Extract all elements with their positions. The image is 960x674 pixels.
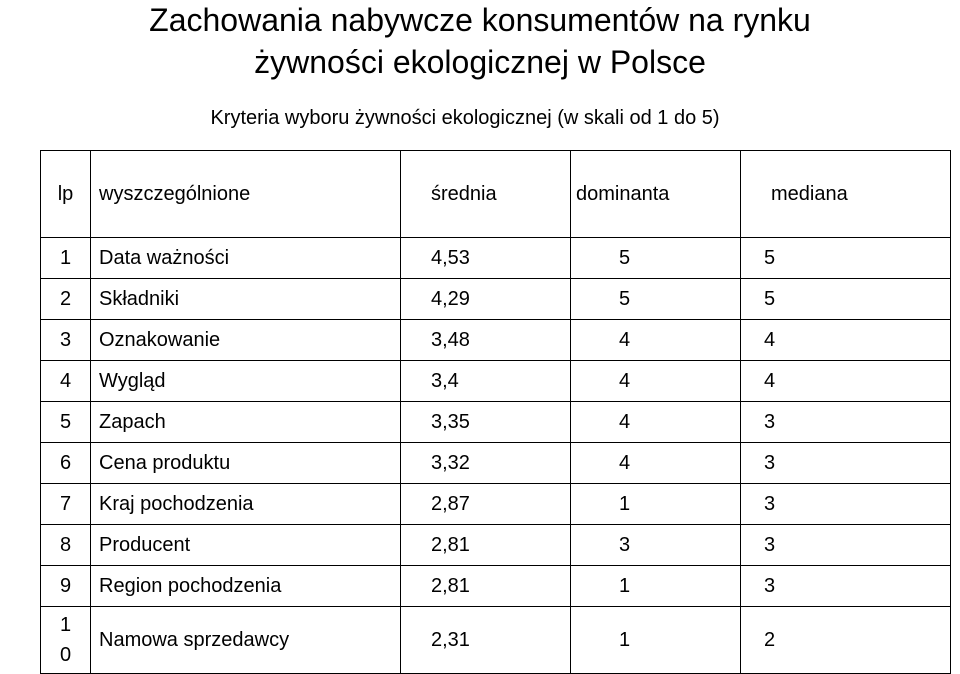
table-row [41,238,951,279]
table-row [41,443,951,484]
row-median: 3 [741,402,951,443]
row-number: 6 [41,443,91,484]
row-mode: 4 [571,361,741,402]
table-row [41,484,951,525]
row-mode: 1 [571,484,741,525]
header-name: wyszczególnione [91,151,401,238]
row-mode: 5 [571,279,741,320]
table-row [41,279,951,320]
row-average: 4,29 [401,279,571,320]
row-number: 9 [41,566,91,607]
row-median: 3 [741,525,951,566]
row-number-digit-2: 0 [59,644,72,666]
row-criterion: Wygląd [91,361,401,402]
table-header-row [41,151,951,238]
row-criterion: Data ważności [91,238,401,279]
table-row [41,607,951,674]
table-row [41,525,951,566]
row-criterion: Składniki [91,279,401,320]
row-median: 4 [741,361,951,402]
row-number: 7 [41,484,91,525]
row-median: 4 [741,320,951,361]
row-mode: 4 [571,320,741,361]
row-mode: 1 [571,566,741,607]
row-median: 3 [741,566,951,607]
row-average: 2,87 [401,484,571,525]
row-criterion: Oznakowanie [91,320,401,361]
row-average: 3,48 [401,320,571,361]
row-criterion: Cena produktu [91,443,401,484]
header-mode: dominanta [571,151,741,238]
row-median: 5 [741,238,951,279]
header-average: średnia [401,151,571,238]
row-average: 2,81 [401,566,571,607]
row-mode: 1 [571,607,741,674]
table-row [41,320,951,361]
row-average: 2,81 [401,525,571,566]
row-average: 3,4 [401,361,571,402]
row-criterion: Zapach [91,402,401,443]
row-mode: 5 [571,238,741,279]
row-average: 2,31 [401,607,571,674]
criteria-table [40,150,951,674]
row-median: 3 [741,443,951,484]
row-mode: 4 [571,402,741,443]
row-median: 3 [741,484,951,525]
row-number: 8 [41,525,91,566]
header-median: mediana [741,151,951,238]
row-average: 4,53 [401,238,571,279]
page-title-line-1: Zachowania nabywcze konsumentów na rynku [149,2,811,38]
table-caption: Kryteria wyboru żywności ekologicznej (w skali od 1 do 5) [210,107,720,129]
row-median: 2 [741,607,951,674]
row-criterion: Namowa sprzedawcy [91,607,401,674]
table-row [41,402,951,443]
row-criterion: Kraj pochodzenia [91,484,401,525]
row-number: 1 [41,238,91,279]
row-number: 3 [41,320,91,361]
row-average: 3,35 [401,402,571,443]
header-lp: lp [41,151,91,238]
row-number: 5 [41,402,91,443]
row-average: 3,32 [401,443,571,484]
row-criterion: Producent [91,525,401,566]
row-number: 2 [41,279,91,320]
table-row [41,361,951,402]
row-number-digit-1: 1 [59,614,72,636]
page-title-line-2: żywności ekologicznej w Polsce [254,44,706,80]
row-mode: 4 [571,443,741,484]
row-number-stacked [60,610,71,670]
table-row [41,566,951,607]
row-mode: 3 [571,525,741,566]
row-number: 4 [41,361,91,402]
row-median: 5 [741,279,951,320]
row-criterion: Region pochodzenia [91,566,401,607]
row-number [41,607,91,674]
